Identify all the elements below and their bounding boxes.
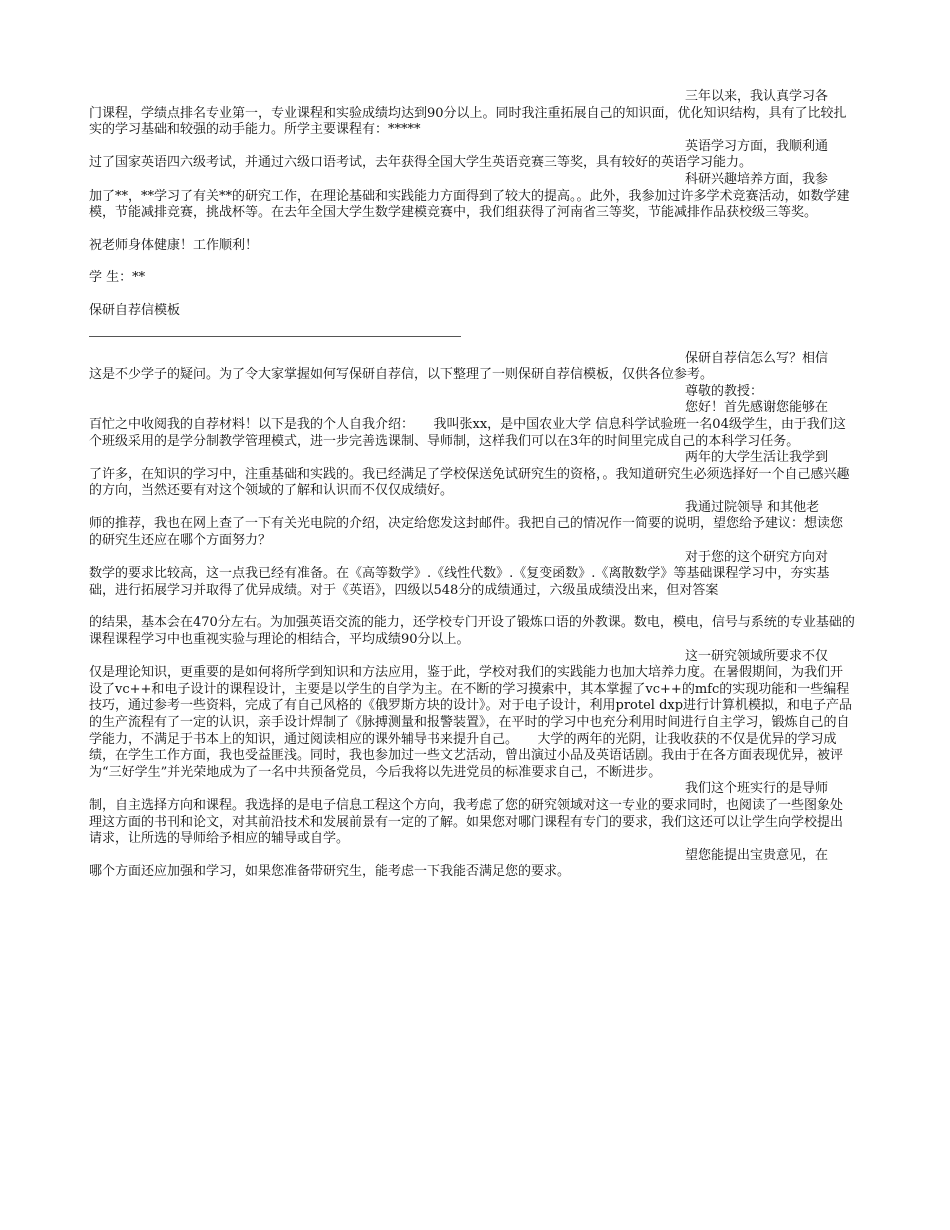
student-signature: 学 生：**	[89, 270, 146, 286]
greeting-lead: 您好！首先感谢您能够在	[685, 400, 829, 416]
section-5-lead: 我们这个班实行的是导师	[685, 781, 829, 797]
closing-wish: 祝老师身体健康！工作顺利！	[89, 237, 259, 253]
greeting-body: 百忙之中收阅我的自荐材料！以下是我的个人自我介绍： 我叫张xx，是中国农业大学 信息科学试验班一名04级学生，由于我们这个班级采用的是学分制教学管理模式，进一步完善选课制、导师制，这样我们可以在3年的时间里完成自己的本科学习任务。	[89, 416, 846, 449]
section-4-lead: 这一研究领域所要求不仅	[685, 648, 829, 664]
paragraph-3-body: 加了**，**学习了有关**的研究工作，在理论基础和实践能力方面得到了较大的提高。。此外，我参加过许多学术竞赛活动，如数学建模，节能减排竞赛，挑战杯等。在去年全国大学生数学建模竞赛中，我们组获得了河南省三等奖，节能减排作品获校级三等奖。	[89, 188, 850, 221]
section-3-continued: 的结果，基本会在470分左右。为加强英语交流的能力，还学校专门开设了锻炼口语的外教课。数电，模电，信号与系统的专业基础的课程课程学习中也重视实验与理论的相结合，平均成绩90分以上。	[89, 615, 855, 648]
section-divider	[89, 336, 461, 337]
section-3-body: 数学的要求比较高，这一点我已经有准备。在《高等数学》.《线性代数》.《复变函数》.《离散数学》等基础课程学习中，夯实基础，进行拓展学习并取得了优异成绩。对于《英语》，四级以548分的成绩通过，六级虽成绩没出来，但对答案	[89, 566, 830, 598]
section-1-body: 了许多，在知识的学习中，注重基础和实践的。我已经满足了学校保送免试研究生的资格，。我知道研究生必须选择好一个自己感兴趣的方向，当然还要有对这个领域的了解和认识而不仅仅成绩好。	[89, 466, 850, 499]
intro-body: 这是不少学子的疑问。为了令大家掌握如何写保研自荐信，以下整理了一则保研自荐信模板，仅供各位参考。	[89, 367, 714, 383]
section-3-lead: 对于您的这个研究方向对	[685, 549, 829, 565]
section-4-body: 仅是理论知识，更重要的是如何将所学到知识和方法应用，鉴于此，学校对我们的实践能力也加大培养力度。在暑假期间，为我们开设了vc++和电子设计的课程设计，主要是以学生的自学为主。在不断的学习摸索中，其本掌握了vc++的mfc的实现功能和一些编程技巧，通过参考一些资料，完成了有自己风格的《俄罗斯方块的设计》。对于电子设计，利用protel dxp进行计算机模拟，和电子产品的生产流程有了一定的认识，亲手设计焊制了《脉搏测量和报警装置》，在平时的学习中也充分利用时间进行自主学习，锻炼自己的自学能力，不满足于书本上的知识，通过阅读相应的课外辅导书来提升自己。 大学的两年的光阴，让我收获的不仅是优异的学习成绩，在学生工作方面，我也受益匪浅。同时，我也参加过一些文艺活动，曾出演过小品及英语话剧。我由于在各方面表现优异，被评为“三好学生”并光荣地成为了一名中共预备党员，今后我将以先进党员的标准要求自己，不断进步。	[89, 665, 853, 780]
paragraph-1-lead: 三年以来，我认真学习各	[685, 89, 829, 104]
intro-lead: 保研自荐信怎么写？相信	[685, 350, 829, 366]
section-6-body: 哪个方面还应加强和学习，如果您准备带研究生，能考虑一下我能否满足您的要求。	[89, 864, 571, 880]
paragraph-2-lead: 英语学习方面，我顺利通	[685, 138, 829, 154]
document-page	[89, 89, 855, 881]
section-1-lead: 两年的大学生活让我学到	[685, 450, 829, 466]
section-2-lead: 我通过院领导 和其他老	[685, 499, 820, 515]
paragraph-2-body: 过了国家英语四六级考试，并通过六级口语考试，去年获得全国大学生英语竞赛三等奖，具有较好的英语学习能力。	[89, 155, 753, 171]
section-2-body: 师的推荐，我也在网上查了一下有关光电院的介绍，决定给您发这封邮件。我把自己的情况作一简要的说明，望您给予建议：想读您的研究生还应在哪个方面努力？	[89, 516, 844, 549]
salutation: 尊敬的教授：	[685, 383, 764, 399]
section-5-body: 制，自主选择方向和课程。我选择的是电子信息工程这个方向，我考虑了您的研究领域对这一专业的要求同时，也阅读了一些图象处理这方面的书刊和论文，对其前沿技术和发展前景有一定的了解。如果您对哪门课程有专门的要求，我们这还可以让学生向学校提出请求，让所选的导师给予相应的辅导或自学。	[89, 797, 844, 847]
paragraph-3-lead: 科研兴趣培养方面，我参	[685, 171, 829, 187]
paragraph-1-body: 门课程，学绩点排名专业第一，专业课程和实验成绩均达到90分以上。同时我注重拓展自己的知识面，优化知识结构，具有了比较扎实的学习基础和较强的动手能力。所学主要课程有：*****	[89, 105, 847, 138]
template-title: 保研自荐信模板	[89, 302, 181, 318]
section-6-lead: 望您能提出宝贵意见，在	[685, 847, 829, 863]
